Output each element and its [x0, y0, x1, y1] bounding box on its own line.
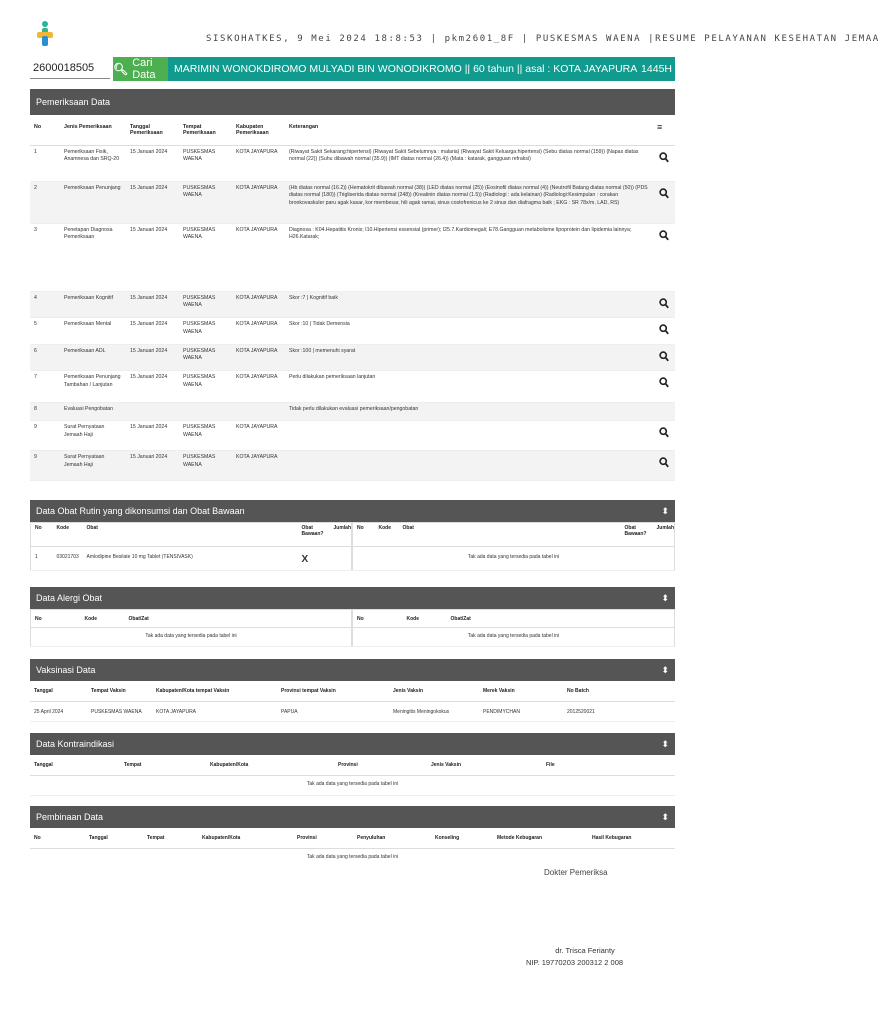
col-header[interactable]: No — [31, 610, 81, 628]
cell: 03021703 — [53, 547, 83, 571]
view-detail-search-icon[interactable] — [653, 344, 675, 371]
search-icon[interactable] — [659, 298, 669, 309]
sort-icon[interactable]: ⬍ — [661, 592, 669, 603]
sort-icon[interactable]: ⬍ — [661, 664, 669, 675]
cell-tempat: PUSKESMAS WAENA — [179, 344, 232, 371]
pemeriksaan-header — [30, 89, 675, 115]
doctor-nip: NIP. 19770203 200312 2 008 — [526, 958, 624, 967]
cell-kabupaten: KOTA JAYAPURA — [232, 145, 285, 181]
vaksinasi-title: Vaksinasi Data — [36, 665, 96, 675]
pemeriksaan-table — [30, 115, 675, 481]
col-header[interactable]: Tempat — [120, 755, 206, 775]
col-header[interactable]: Jenis Pemeriksaan — [60, 115, 126, 145]
col-header[interactable]: Jenis Vaksin — [389, 681, 479, 701]
cell: 2012520021 — [563, 701, 675, 721]
menu-icon[interactable]: ≡ — [653, 115, 675, 145]
vaksinasi-table — [30, 681, 675, 722]
table-row — [30, 223, 675, 291]
alergi-header — [30, 587, 675, 609]
vaksinasi-section — [30, 659, 675, 722]
col-header[interactable]: Kode — [375, 523, 399, 547]
table-row — [30, 318, 675, 345]
cell-jenis: Pemeriksaan Kognitif — [60, 291, 126, 318]
col-header[interactable]: Jumlah — [330, 523, 352, 547]
obat-right-table — [352, 522, 675, 571]
cell-jenis: Pemeriksaan Mental — [60, 318, 126, 345]
col-header[interactable]: Provinsi — [293, 828, 353, 848]
cell-keterangan: Tidak perlu dilakukan evaluasi pemeriksaan/pengobatan — [285, 403, 653, 421]
cell-no: 3 — [30, 223, 60, 291]
kemenkes-logo-icon — [34, 20, 56, 48]
cell — [330, 547, 352, 571]
patient-summary: MARIMIN WONOKDIROMO MULYADI BIN WONODIKROMO || 60 tahun || asal : KOTA JAYAPURA — [174, 63, 638, 75]
cell-jenis: Surat Pernyataan Jemaah Haji — [60, 451, 126, 481]
kontraindikasi-section — [30, 733, 675, 796]
col-header[interactable]: Obat — [399, 523, 621, 547]
table-row — [30, 701, 675, 721]
cell-no: 9 — [30, 421, 60, 451]
col-header[interactable]: Hasil Kebugaran — [588, 828, 675, 848]
cell-no: 9 — [30, 451, 60, 481]
col-header[interactable]: Kabupaten Pemeriksaan — [232, 115, 285, 145]
cell-tempat: PUSKESMAS WAENA — [179, 145, 232, 181]
cell-keterangan: (Riwayat Sakit Sekarang:hipertensi) (Riwayat Sakit Sebelumnya : malaria) (Riwayat Sakit Keluarga:hipertensi) (Sebu diatas normal (159)) (Napas diatas normal (22)) (Suhu dibawah normal (35.9)) (IMT diatas normal (26.4)) (Mata : katarak, gangguan refraksi) — [285, 145, 653, 181]
cell-tanggal: 15 Januari 2024 — [126, 344, 179, 371]
search-button-label: Cari Data — [132, 57, 156, 81]
cell-jenis: Surat Pernyataan Jemaah Haji — [60, 421, 126, 451]
kontraindikasi-title: Data Kontraindikasi — [36, 739, 115, 749]
patient-bar — [168, 57, 675, 81]
cell-kabupaten: KOTA JAYAPURA — [232, 344, 285, 371]
cell-keterangan: (Hb diatas normal (16.2)) (Hematokrit dibawah normal (38)) (LED diatas normal (25)) (Eosinofil diatas normal (4)) (Neutrofil Batang diatas normal (50)) (PDS diatas normal (180)) (Trigliserida diatas normal (248)) (Kreatinin diatas normal (1.5)) (Radiologi : ada kelainan) (Radiologi:Kesimpulan : corakan bronkovaskuler paru agak kasar, kor membesar, hili agak ramai, sinus costofrenicus ke 2 sinus dan diafragma baik ; EKG : SR 78x/m, LAD, RS) — [285, 181, 653, 223]
col-header[interactable]: Obat Bawaan? — [621, 523, 653, 547]
obat-header — [30, 500, 675, 522]
cell-keterangan: Diagnosa : K04.Hepatitis Kronis; I10.Hipertensi essensial (primer); I25.7.Kardiomegali; E78.Gangguan metabolisme lipoprotein dan lipidemia lainnya; H26.Katarak; — [285, 223, 653, 291]
empty-message: Tak ada data yang tersedia pada tabel ini — [353, 547, 675, 571]
col-header[interactable]: Keterangan — [285, 115, 653, 145]
cell-tanggal: 15 Januari 2024 — [126, 451, 179, 481]
cell-jenis: Evaluasi Pengobatan — [60, 403, 126, 421]
col-header[interactable]: Obat Bawaan? — [298, 523, 330, 547]
cell-jenis: Pemeriksaan Penunjang Tambahan / Lanjutan — [60, 371, 126, 403]
cell-no: 7 — [30, 371, 60, 403]
cell-tanggal: 15 Januari 2024 — [126, 291, 179, 318]
col-header[interactable]: Metode Kebugaran — [493, 828, 588, 848]
cell: Meningitis Meningokokus — [389, 701, 479, 721]
search-icon[interactable] — [659, 230, 669, 241]
col-header[interactable]: No — [30, 115, 60, 145]
pembinaan-section — [30, 806, 675, 866]
view-detail-search-icon[interactable] — [653, 451, 675, 481]
cell-no: 6 — [30, 344, 60, 371]
cell-keterangan: Skor :10 | Tidak Demensia — [285, 318, 653, 345]
cell-jenis: Pemeriksaan Fisik, Anamnesa dan SRQ-20 — [60, 145, 126, 181]
table-row — [30, 451, 675, 481]
search-input[interactable] — [30, 57, 110, 79]
table-row — [30, 145, 675, 181]
search-icon[interactable] — [659, 152, 669, 163]
cell: PUSKESMAS WAENA — [87, 701, 152, 721]
alergi-title: Data Alergi Obat — [36, 593, 103, 603]
cell: KOTA JAYAPURA — [152, 701, 277, 721]
cell-tempat: PUSKESMAS WAENA — [179, 451, 232, 481]
cell-kabupaten: KOTA JAYAPURA — [232, 291, 285, 318]
pembinaan-title: Pembinaan Data — [36, 812, 104, 822]
cell-tempat — [179, 403, 232, 421]
search-icon[interactable] — [659, 427, 669, 438]
col-header[interactable]: Penyuluhan — [353, 828, 431, 848]
view-detail-search-icon[interactable] — [653, 223, 675, 291]
cell-tanggal: 15 Januari 2024 — [126, 181, 179, 223]
cell-tempat: PUSKESMAS WAENA — [179, 291, 232, 318]
pemeriksaan-section — [30, 89, 675, 481]
col-header[interactable]: Tanggal — [85, 828, 143, 848]
vaksinasi-header — [30, 659, 675, 681]
col-header[interactable]: Jenis Vaksin — [427, 755, 542, 775]
search-icon[interactable] — [659, 377, 669, 388]
col-header[interactable]: Tempat — [143, 828, 198, 848]
view-detail-search-icon[interactable] — [653, 371, 675, 403]
cell-kabupaten: KOTA JAYAPURA — [232, 181, 285, 223]
cell-jenis: Pemeriksaan Penunjang — [60, 181, 126, 223]
cell-kabupaten: KOTA JAYAPURA — [232, 371, 285, 403]
obat-left-table — [30, 522, 352, 571]
view-detail-search-icon[interactable] — [653, 145, 675, 181]
col-header[interactable]: Tanggal — [30, 681, 87, 701]
cell: PAPUA — [277, 701, 389, 721]
cell-tempat: PUSKESMAS WAENA — [179, 223, 232, 291]
col-header[interactable]: Kode — [403, 610, 447, 628]
col-header[interactable]: Kabupaten/Kota tempat Vaksin — [152, 681, 277, 701]
cell-keterangan — [285, 451, 653, 481]
doctor-name: dr. Trisca Ferianty — [555, 946, 615, 955]
cell: 1 — [31, 547, 53, 571]
cell-kabupaten: KOTA JAYAPURA — [232, 451, 285, 481]
cell-tanggal: 15 Januari 2024 — [126, 421, 179, 451]
cell-kabupaten: KOTA JAYAPURA — [232, 318, 285, 345]
cell-no: 4 — [30, 291, 60, 318]
col-header[interactable]: Tempat Vaksin — [87, 681, 152, 701]
search-icon[interactable] — [659, 324, 669, 335]
pembinaan-table — [30, 828, 675, 866]
col-header[interactable]: Tanggal Pemeriksaan — [126, 115, 179, 145]
view-detail-search-icon[interactable] — [653, 421, 675, 451]
search-icon[interactable] — [659, 351, 669, 362]
cell-kabupaten — [232, 403, 285, 421]
col-header[interactable]: No — [353, 610, 403, 628]
col-header[interactable]: Provinsi tempat Vaksin — [277, 681, 389, 701]
alergi-left-table — [30, 609, 352, 647]
cell: PENDIMYCHAN — [479, 701, 563, 721]
cell-tanggal — [126, 403, 179, 421]
cell-no: 2 — [30, 181, 60, 223]
cell: 25 April 2024 — [30, 701, 87, 721]
col-header[interactable]: No — [31, 523, 53, 547]
col-header[interactable]: Kabupaten/Kota — [198, 828, 293, 848]
cell-tanggal: 15 Januari 2024 — [126, 318, 179, 345]
table-row — [30, 403, 675, 421]
col-header[interactable]: Obat — [83, 523, 298, 547]
obat-section — [30, 500, 675, 571]
col-header[interactable]: Konseling — [431, 828, 493, 848]
doctor-role: Dokter Pemeriksa — [544, 868, 608, 877]
cell-tanggal: 15 Januari 2024 — [126, 145, 179, 181]
empty-action-cell — [653, 403, 675, 421]
cell-tanggal: 15 Januari 2024 — [126, 371, 179, 403]
kontraindikasi-table — [30, 755, 675, 796]
cell-keterangan: Perlu dilakukan pemeriksaan lanjutan — [285, 371, 653, 403]
header-info: SISKOHATKES, 9 Mei 2024 18:8:53 | pkm2601_8F | PUSKESMAS WAENA |RESUME PELAYANAN KESEHATAN JEMAA — [206, 34, 880, 44]
table-row — [30, 344, 675, 371]
cell-keterangan — [285, 421, 653, 451]
col-header[interactable]: Tempat Pemeriksaan — [179, 115, 232, 145]
alergi-section — [30, 587, 675, 647]
cell-tempat: PUSKESMAS WAENA — [179, 421, 232, 451]
table-row — [30, 421, 675, 451]
cell-no: 8 — [30, 403, 60, 421]
cell-jenis: Pemeriksaan ADL — [60, 344, 126, 371]
col-header[interactable]: No — [353, 523, 375, 547]
search-icon[interactable] — [659, 188, 669, 199]
col-header[interactable]: Obat/Zat — [447, 610, 675, 628]
cell-tempat: PUSKESMAS WAENA — [179, 318, 232, 345]
cell-kabupaten: KOTA JAYAPURA — [232, 223, 285, 291]
kontraindikasi-header — [30, 733, 675, 755]
search-button[interactable] — [113, 57, 168, 81]
empty-message: Tak ada data yang tersedia pada tabel ini — [30, 775, 675, 795]
obat-title: Data Obat Rutin yang dikonsumsi dan Obat Bawaan — [36, 506, 245, 516]
cell-keterangan: Skor :100 | memenuhi syarat — [285, 344, 653, 371]
view-detail-search-icon[interactable] — [653, 291, 675, 318]
cell: X — [298, 547, 330, 571]
col-header[interactable]: File — [542, 755, 675, 775]
col-header[interactable]: Provinsi — [334, 755, 427, 775]
view-detail-search-icon[interactable] — [653, 318, 675, 345]
sort-icon[interactable]: ⬍ — [661, 811, 669, 822]
view-detail-search-icon[interactable] — [653, 181, 675, 223]
cell-tanggal: 15 Januari 2024 — [126, 223, 179, 291]
col-header[interactable]: Kode — [81, 610, 125, 628]
col-header[interactable]: No Batch — [563, 681, 675, 701]
cell-tempat: PUSKESMAS WAENA — [179, 371, 232, 403]
empty-message: Tak ada data yang tersedia pada tabel ini — [306, 853, 399, 860]
cell-tempat: PUSKESMAS WAENA — [179, 181, 232, 223]
search-icon[interactable] — [659, 457, 669, 468]
sort-icon[interactable]: ⬍ — [661, 738, 669, 749]
col-header[interactable]: Kabupaten/Kota — [206, 755, 334, 775]
cell-kabupaten: KOTA JAYAPURA — [232, 421, 285, 451]
patient-code: 1445H — [641, 63, 672, 75]
empty-message: Tak ada data yang tersedia pada tabel ini — [353, 628, 675, 647]
cell-jenis: Penetapan Diagnosa Pemeriksaan — [60, 223, 126, 291]
pemeriksaan-title: Pemeriksaan Data — [36, 97, 111, 107]
table-row — [30, 291, 675, 318]
cell-keterangan: Skor :7 | Kognitif baik — [285, 291, 653, 318]
search-icon: 🔍︎ — [113, 62, 129, 76]
alergi-right-table — [352, 609, 675, 647]
cell-no: 5 — [30, 318, 60, 345]
col-header[interactable]: Tanggal — [30, 755, 120, 775]
cell-no: 1 — [30, 145, 60, 181]
col-header[interactable]: Obat/Zat — [125, 610, 352, 628]
col-header[interactable]: No — [30, 828, 85, 848]
cell: Amlodipine Besilate 10 mg Tablet (TENSIVASK) — [83, 547, 298, 571]
col-header[interactable]: Kode — [53, 523, 83, 547]
sort-icon[interactable]: ⬍ — [661, 505, 669, 516]
table-row — [31, 547, 352, 571]
pembinaan-header — [30, 806, 675, 828]
empty-message: Tak ada data yang tersedia pada tabel ini — [31, 628, 352, 647]
table-row — [30, 181, 675, 223]
col-header[interactable]: Merek Vaksin — [479, 681, 563, 701]
table-row — [30, 371, 675, 403]
col-header[interactable]: Jumlah — [653, 523, 675, 547]
search-row — [30, 57, 675, 81]
